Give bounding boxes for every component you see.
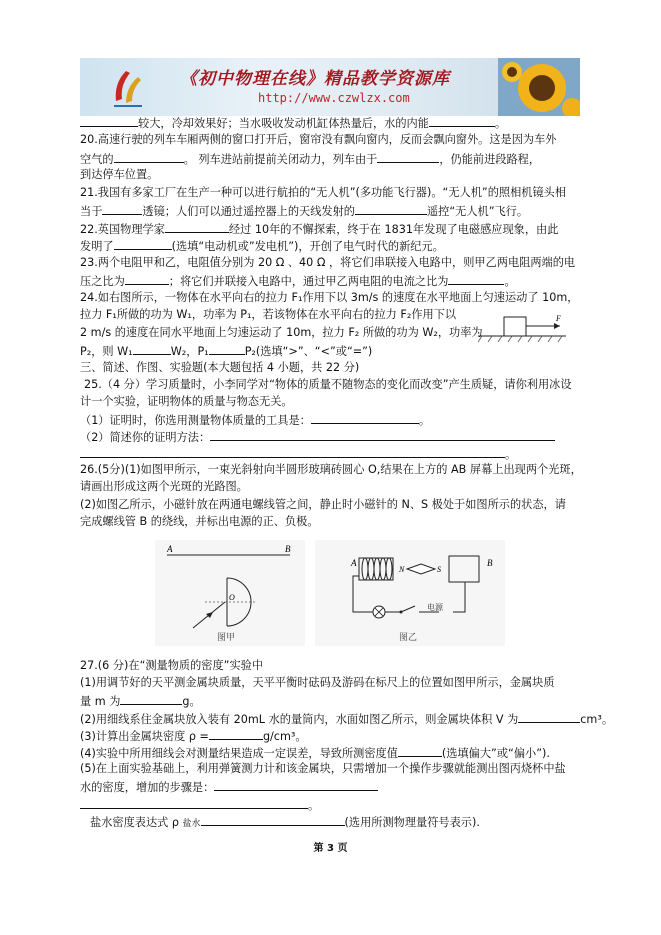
q27-line-9: 。	[80, 797, 319, 813]
q23-line-2: 压之比为 ；将它们并联接入电路中，通过甲乙两电阻的电流之比为 。	[80, 275, 516, 288]
q22-line-1: 22.英国物理学家 经过 10年的不懈探索，终于在 1831年发现了电磁感应现象，由此	[80, 223, 559, 236]
q19-blank-2[interactable]	[429, 115, 495, 127]
q27-line-8: 水的密度，增加的步骤是：	[80, 779, 378, 795]
fig-b-label-s: S	[437, 565, 441, 574]
q24-line-3: 2 m/s 的速度在同水平地面上匀速运动了 10m，拉力 F₂ 所做的功为 W₂，功率为	[80, 326, 483, 339]
q22-blank-1[interactable]	[165, 221, 229, 233]
q26-line-2: 请画出形成这两个光斑的光路图。	[80, 480, 248, 493]
q25-line-5: 。	[80, 446, 516, 462]
fig-b-label-n: N	[399, 565, 405, 574]
q26-line-3: (2)如图乙所示，小磁针放在两通电螺线管之间，静止时小磁针的 N、S 极处于如图所示的状态，请	[80, 498, 566, 511]
header-banner	[80, 58, 580, 116]
fig-b-label-a: A	[351, 558, 357, 568]
q23-blank-1[interactable]	[125, 273, 169, 285]
q21-line-1: 21.我国有多家工厂在生产一种可以进行航拍的“无人机”(多功能飞行器)。“无人机”的照相机镜头相	[80, 186, 567, 199]
q22-blank-2[interactable]	[114, 238, 172, 250]
q24-line-1: 24.如右图所示，一物体在水平向右的拉力 F₁作用下以 3m/s 的速度在水平地面上匀速运动了 10m，	[80, 291, 579, 304]
q19-line: 较大，冷却效果好；当水吸收发动机缸体热量后，水的内能 。	[80, 115, 506, 131]
q27-line-2: (1)用调节好的天平测金属块质量，天平平衡时砝码及游码在标尺上的位置如图甲所示，金属块质	[80, 676, 555, 689]
q27-line-5: (3)计算出金属块密度 ρ = g/cm³。	[80, 730, 307, 743]
q27-blank-step[interactable]	[214, 779, 378, 791]
fig-b-caption: 图乙	[399, 633, 418, 643]
q25-line-1: 25.（4 分）学习质量时，小李同学对“物体的质量不随物态的变化而改变”产生质疑，请你利用冰设	[84, 378, 572, 391]
banner-title: 《初中物理在线》精品教学资源库	[180, 69, 450, 89]
q27-line-7: (5)在上面实验基础上，利用弹簧测力计和该金属块，只需增加一个操作步骤就能测出图丙烧杯中盐	[80, 762, 566, 775]
q21-blank-1[interactable]	[102, 203, 142, 215]
q26-figure-a	[155, 540, 305, 646]
page-number: 第 3 页	[313, 843, 348, 854]
q27-line-10: 盐水密度表达式 ρ 盐水 (选用所测物理量符号表示).	[90, 816, 480, 829]
fig-a-label-a: A	[167, 544, 173, 554]
q21-blank-2[interactable]	[355, 203, 427, 215]
q26-line-1: 26.(5分)(1)如图甲所示，一束光斜射向半圆形玻璃砖圆心 O,结果在上方的 AB 屏幕上出现两个光斑，	[80, 463, 582, 476]
q19-blank-1[interactable]	[80, 115, 138, 127]
q24-blank-2[interactable]	[209, 343, 245, 355]
q26-figure-b	[315, 540, 505, 646]
q27-line-4: (2)用细线系住金属块放入装有 20mL 水的量筒内，水面如图乙所示，则金属块体积 V 为 cm³。	[80, 713, 614, 726]
banner-url: http://www.czwlzx.com	[258, 91, 410, 105]
q24-blank-1[interactable]	[133, 343, 171, 355]
q25-blank-3[interactable]	[80, 446, 505, 458]
q27-blank-density[interactable]	[209, 728, 263, 740]
q27-blank-mass[interactable]	[120, 693, 182, 705]
q25-line-4: （2）简述你的证明方法：	[80, 429, 555, 445]
q27-blank-step-cont[interactable]	[80, 797, 308, 809]
q22-line-2: 发明了 (选填“电动机或”发电机”)，开创了电气时代的新纪元。	[80, 240, 444, 253]
q21-line-2: 当于 透镜；人们可以通过遥控器上的天线发射的 遥控“无人机”飞行。	[80, 205, 529, 218]
fig-a-caption: 图甲	[217, 633, 236, 643]
q23-line-1: 23.两个电阻甲和乙，电阻值分别为 20 Ω 、40 Ω ，将它们串联接入电路中，则甲乙两电阻两端的电	[80, 256, 576, 269]
q27-line-6: (4)实验中所用细线会对测量结果造成一定误差，导致所测密度值 (选填偏大”或“偏小”).	[80, 747, 550, 760]
q24-block-figure	[478, 309, 566, 345]
q25-blank-2[interactable]	[210, 429, 555, 441]
q24-line-4: P₂，则 W₁ W₂，P₁ P₂(选填“>”、“<”或“=”)	[80, 345, 373, 358]
q26-line-4: 完成螺线管 B 的绕线，并标出电源的正、负极。	[80, 515, 319, 528]
section3-title: 三、简述、作图、实验题(本大题包括 4 小题，共 22 分)	[80, 361, 360, 374]
q20-blank-1[interactable]	[114, 151, 184, 163]
q27-blank-expression[interactable]	[201, 814, 345, 826]
q27-blank-volume[interactable]	[518, 711, 580, 723]
q27-line-3: 量 m 为 g。	[80, 695, 201, 708]
q20-line-3: 到达停车位置。	[80, 168, 159, 181]
fig-a-label-b: B	[285, 544, 291, 554]
sunflower-icon	[498, 58, 580, 116]
fig-b-label-b: B	[487, 558, 493, 568]
q24-force-label: F	[556, 314, 561, 323]
q25-line-2: 计一个实验，证明物体的质量与物态无关。	[80, 395, 293, 408]
q25-blank-1[interactable]	[311, 412, 419, 424]
q23-blank-2[interactable]	[448, 273, 504, 285]
q20-blank-2[interactable]	[377, 151, 439, 163]
q20-line-2: 空气的 。 列车进站前提前关闭动力，列车由于 ，仍能前进段路程，	[80, 153, 541, 166]
q24-line-2: 拉力 F₁所做的功为 W₁，功率为 P₁，若该物体在水平向右的拉力 F₂作用下以	[80, 308, 457, 321]
fig-b-power-label: 电源	[427, 603, 443, 612]
q27-line-1: 27.(6 分)在“测量物质的密度”实验中	[80, 659, 264, 672]
logo-icon	[112, 65, 144, 107]
fig-a-label-o: O	[229, 593, 235, 602]
q25-line-3: （1）证明时，你选用测量物体质量的工具是： 。	[80, 414, 431, 427]
q20-line-1: 20.高速行驶的列车车厢两侧的窗口打开后，窗帘没有飘向窗内，反而会飘向窗外。这是因为车外	[80, 133, 557, 146]
q27-blank-error[interactable]	[398, 745, 442, 757]
